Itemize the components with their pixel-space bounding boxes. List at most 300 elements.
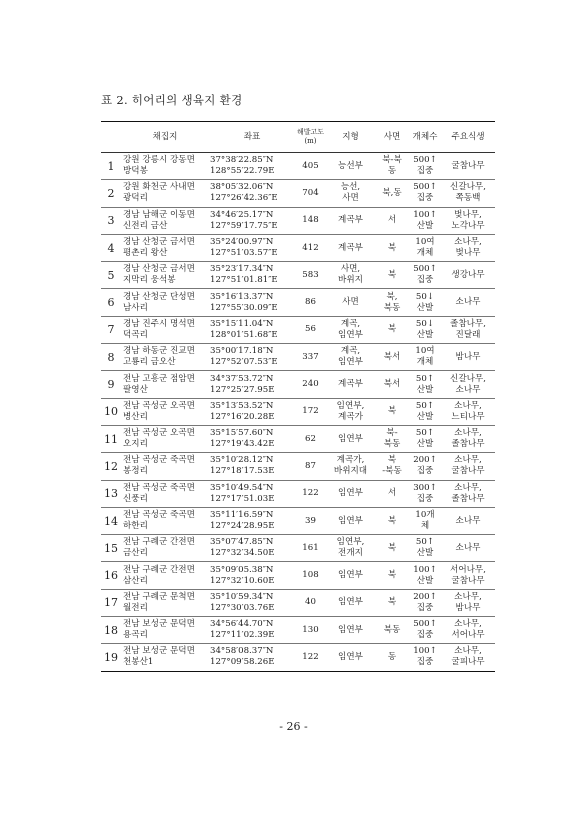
cell-aspect — [375, 344, 409, 371]
cell-site-line: 고룡리 금오산 — [123, 357, 176, 368]
cell-site — [121, 589, 209, 616]
table-row — [101, 453, 495, 480]
cell-coord — [209, 289, 295, 316]
cell-coord — [209, 589, 295, 616]
cell-aspect-line: 북 — [387, 570, 397, 581]
cell-no: 14 — [101, 507, 121, 534]
cell-coord-line: 34°56′44.70″N — [210, 619, 274, 630]
cell-veg-line: 쪽동백 — [455, 193, 481, 204]
cell-veg — [441, 589, 495, 616]
cell-aspect — [375, 316, 409, 343]
cell-coord-line: 127°09′58.26E — [210, 657, 275, 668]
cell-count — [409, 617, 441, 644]
cell-veg — [441, 562, 495, 589]
cell-terrain — [326, 617, 375, 644]
cell-terrain — [326, 371, 375, 398]
cell-terrain-line: 전개지 — [338, 548, 363, 559]
cell-terrain-line: 임연부 — [338, 624, 363, 635]
cell-veg — [441, 316, 495, 343]
cell-veg — [441, 180, 495, 207]
cell-coord — [209, 371, 295, 398]
cell-no: 10 — [101, 398, 121, 425]
cell-aspect — [375, 617, 409, 644]
table-row — [101, 562, 495, 589]
cell-alt: 87 — [295, 453, 326, 480]
cell-aspect-line: 동 — [387, 166, 397, 177]
cell-site — [121, 344, 209, 371]
cell-veg — [441, 207, 495, 234]
header-site: 채집지 — [121, 122, 209, 153]
cell-aspect — [375, 234, 409, 261]
cell-terrain — [326, 644, 375, 671]
cell-terrain-line: 사면 — [342, 297, 359, 308]
cell-coord-line: 35°24′00.97″N — [210, 237, 274, 248]
cell-count-line: 집중 — [416, 602, 434, 613]
table-row — [101, 153, 495, 180]
cell-site-line: 전남 구례군 간전면 — [123, 564, 195, 575]
cell-site-line: 전남 곡성군 오곡면 — [123, 400, 195, 411]
cell-site-line: 경남 산청군 단성면 — [123, 291, 195, 302]
cell-no: 5 — [101, 262, 121, 289]
cell-aspect — [375, 398, 409, 425]
table-row — [101, 262, 495, 289]
table-body — [101, 153, 495, 672]
header-aspect: 사면 — [375, 122, 409, 153]
cell-count — [409, 234, 441, 261]
cell-veg — [441, 535, 495, 562]
cell-veg-line: 벚나무, — [454, 209, 482, 220]
cell-coord-line: 127°32′10.60E — [210, 575, 275, 586]
cell-count-line: 집중 — [416, 657, 434, 668]
header-row — [101, 122, 495, 153]
cell-coord — [209, 153, 295, 180]
cell-coord-line: 38°05′32.06″N — [210, 182, 274, 193]
cell-count — [409, 644, 441, 671]
cell-veg — [441, 262, 495, 289]
table-row — [101, 234, 495, 261]
cell-aspect — [375, 153, 409, 180]
cell-terrain-line: 임연부 — [338, 515, 363, 526]
header-count: 개체수 — [409, 122, 441, 153]
cell-site-line: 남사리 — [123, 302, 148, 313]
cell-veg-line: 생강나무 — [451, 269, 485, 280]
cell-veg-line: 소나무, — [454, 428, 482, 439]
cell-aspect — [375, 453, 409, 480]
cell-count — [409, 316, 441, 343]
cell-count-line: 집중 — [416, 466, 434, 477]
cell-site-line: 광덕리 — [123, 193, 148, 204]
cell-veg-line: 소나무, — [454, 400, 482, 411]
cell-aspect — [375, 507, 409, 534]
cell-coord-line: 34°37′53.72″N — [210, 373, 274, 384]
cell-terrain-line: 계곡, — [340, 346, 361, 357]
cell-site — [121, 153, 209, 180]
cell-terrain-line: 계곡부 — [338, 379, 363, 390]
cell-count-line: 200↑ — [413, 455, 437, 466]
cell-alt: 39 — [295, 507, 326, 534]
cell-aspect-line: 북 — [387, 542, 397, 553]
table-row — [101, 644, 495, 671]
cell-veg-line: 소나무 — [455, 542, 481, 553]
cell-count — [409, 398, 441, 425]
cell-coord-line: 128°55′22.79E — [210, 166, 275, 177]
cell-terrain-line: 계곡가 — [338, 411, 363, 422]
cell-coord-line: 127°17′51.03E — [210, 493, 275, 504]
cell-coord — [209, 425, 295, 452]
cell-terrain — [326, 507, 375, 534]
cell-site — [121, 398, 209, 425]
cell-terrain — [326, 535, 375, 562]
cell-site-line: 경남 산청군 금서면 — [123, 237, 195, 248]
cell-count — [409, 507, 441, 534]
cell-terrain — [326, 344, 375, 371]
cell-count — [409, 262, 441, 289]
cell-coord-line: 127°19′43.42E — [210, 439, 275, 450]
cell-site-line: 월전리 — [123, 602, 148, 613]
cell-coord — [209, 617, 295, 644]
cell-site-line: 덕곡리 — [123, 329, 148, 340]
cell-site-line: 전남 구례군 간전면 — [123, 537, 195, 548]
cell-aspect-line: 북동 — [383, 624, 401, 635]
cell-aspect-line: 북 — [387, 455, 397, 466]
cell-terrain-line: 임연부 — [338, 570, 363, 581]
cell-coord-line: 35°10′28.12″N — [210, 455, 274, 466]
cell-coord — [209, 344, 295, 371]
cell-aspect — [375, 480, 409, 507]
cell-coord — [209, 480, 295, 507]
cell-terrain-line: 계곡부 — [338, 215, 363, 226]
cell-aspect-line: 북서 — [383, 351, 401, 362]
cell-veg-line: 굴참나무 — [451, 466, 485, 477]
cell-terrain-line: 능선, — [340, 182, 361, 193]
cell-site-line: 강원 강릉시 강동면 — [123, 155, 195, 166]
cell-veg-line: 신갈나무, — [450, 373, 486, 384]
cell-count — [409, 535, 441, 562]
cell-coord-line: 35°16′13.37″N — [210, 291, 274, 302]
cell-veg — [441, 398, 495, 425]
cell-alt: 583 — [295, 262, 326, 289]
cell-site-line: 천봉산1 — [123, 657, 154, 668]
cell-no: 2 — [101, 180, 121, 207]
cell-alt: 240 — [295, 371, 326, 398]
header-veg: 주요식생 — [441, 122, 495, 153]
cell-veg — [441, 289, 495, 316]
table-row — [101, 589, 495, 616]
cell-site — [121, 180, 209, 207]
cell-no: 18 — [101, 617, 121, 644]
cell-count-line: 집중 — [416, 630, 434, 641]
cell-terrain — [326, 234, 375, 261]
cell-site-line: 신풍리 — [123, 493, 148, 504]
cell-count-line: 100↑ — [413, 564, 437, 575]
cell-coord — [209, 535, 295, 562]
cell-terrain-line: 사면, — [340, 264, 361, 275]
cell-count-line: 10개 — [415, 510, 435, 520]
cell-site-line: 봉정리 — [123, 466, 148, 477]
cell-alt: 704 — [295, 180, 326, 207]
cell-alt: 337 — [295, 344, 326, 371]
cell-no: 12 — [101, 453, 121, 480]
cell-count — [409, 562, 441, 589]
cell-coord — [209, 398, 295, 425]
cell-count-line: 50↑ — [415, 428, 435, 439]
header-alt-unit: (m) — [304, 137, 317, 145]
cell-coord-line: 127°18′17.53E — [210, 466, 275, 477]
cell-count-line: 산발 — [416, 575, 434, 586]
cell-veg-line: 소나무, — [454, 455, 482, 466]
cell-site-line: 신전리 금산 — [123, 220, 168, 231]
cell-terrain-line: 임연부 — [338, 433, 363, 444]
cell-terrain-line: 임연부 — [338, 488, 363, 499]
cell-count-line: 개체 — [416, 248, 434, 259]
cell-site-line: 지막리 웅석봉 — [123, 275, 176, 286]
cell-veg — [441, 153, 495, 180]
cell-site-line: 병산리 — [123, 411, 148, 422]
table-row — [101, 289, 495, 316]
cell-aspect — [375, 289, 409, 316]
cell-site — [121, 453, 209, 480]
table-row — [101, 207, 495, 234]
cell-site-line: 평촌리 왕산 — [123, 248, 168, 259]
cell-alt: 148 — [295, 207, 326, 234]
cell-no: 16 — [101, 562, 121, 589]
cell-count-line: 산발 — [416, 302, 434, 313]
cell-count — [409, 425, 441, 452]
cell-coord — [209, 207, 295, 234]
cell-site-line: 삼산리 — [123, 575, 148, 586]
cell-aspect-line: 북-북 — [382, 155, 402, 166]
cell-site-line: 경남 진주시 명석면 — [123, 318, 195, 329]
cell-site — [121, 289, 209, 316]
cell-coord-line: 127°55′30.09″E — [210, 302, 278, 313]
cell-veg — [441, 234, 495, 261]
cell-veg-line: 서어나무, — [450, 564, 486, 575]
cell-site-line: 오지리 — [123, 439, 148, 450]
cell-aspect — [375, 207, 409, 234]
cell-alt: 412 — [295, 234, 326, 261]
cell-terrain-line: 계곡부 — [338, 242, 363, 253]
cell-coord — [209, 507, 295, 534]
cell-site-line: 전남 구례군 문척면 — [123, 591, 195, 602]
cell-no: 9 — [101, 371, 121, 398]
table-row — [101, 535, 495, 562]
cell-site-line: 팔영산 — [123, 384, 148, 395]
cell-aspect — [375, 644, 409, 671]
cell-terrain-line: 임연부 — [338, 357, 363, 368]
cell-terrain — [326, 207, 375, 234]
cell-coord — [209, 262, 295, 289]
cell-coord-line: 127°32′34.50E — [210, 548, 275, 559]
cell-site-line: 금산리 — [123, 548, 148, 559]
cell-veg — [441, 425, 495, 452]
cell-count-line: 100↑ — [413, 646, 437, 657]
cell-count — [409, 289, 441, 316]
cell-coord-line: 127°52′07.53″E — [210, 357, 278, 368]
cell-coord-line: 35°00′17.18″N — [210, 346, 274, 357]
cell-terrain-line: 임연부, — [336, 537, 365, 548]
cell-veg-line: 소나무 — [455, 297, 481, 308]
cell-count-line: 산발 — [416, 439, 434, 450]
table-row — [101, 371, 495, 398]
cell-count-line: 집중 — [416, 275, 434, 286]
cell-site-line: 방덕봉 — [123, 166, 148, 177]
cell-coord-line: 35°23′17.34″N — [210, 264, 274, 275]
cell-count-line: 산발 — [416, 548, 434, 559]
cell-terrain-line: 계곡, — [340, 318, 361, 329]
cell-veg — [441, 344, 495, 371]
cell-terrain — [326, 480, 375, 507]
cell-alt: 130 — [295, 617, 326, 644]
cell-coord-line: 34°46′25.17″N — [210, 209, 274, 220]
cell-veg-line: 소나무, — [454, 237, 482, 248]
cell-no: 7 — [101, 316, 121, 343]
cell-aspect-line: 북 — [387, 597, 397, 608]
cell-coord-line: 35°10′49.54″N — [210, 482, 274, 493]
cell-terrain — [326, 425, 375, 452]
cell-veg-line: 노각나무 — [451, 220, 485, 231]
cell-veg-line: 굴참나무 — [451, 160, 485, 171]
cell-site — [121, 617, 209, 644]
table-title: 표 2. 히어리의 생육지 환경 — [101, 93, 243, 107]
cell-terrain-line: 계곡가, — [336, 455, 365, 466]
header-alt-label: 해발고도 — [296, 128, 325, 136]
table-row — [101, 316, 495, 343]
cell-veg — [441, 480, 495, 507]
cell-coord-line: 37°38′22.85″N — [210, 155, 274, 166]
cell-alt: 86 — [295, 289, 326, 316]
cell-veg-line: 진달래 — [455, 329, 481, 340]
cell-coord — [209, 562, 295, 589]
cell-alt: 108 — [295, 562, 326, 589]
cell-site — [121, 316, 209, 343]
header-terrain: 지형 — [326, 122, 375, 153]
cell-veg-line: 밤나무 — [455, 602, 481, 613]
cell-veg-line: 굴참나무 — [451, 575, 485, 586]
cell-no: 6 — [101, 289, 121, 316]
cell-coord — [209, 316, 295, 343]
cell-alt: 56 — [295, 316, 326, 343]
cell-veg-line: 소나무 — [455, 384, 481, 395]
cell-alt: 122 — [295, 480, 326, 507]
cell-coord-line: 127°51′01.81″E — [210, 275, 278, 286]
cell-veg — [441, 644, 495, 671]
cell-site — [121, 262, 209, 289]
cell-count — [409, 344, 441, 371]
cell-coord-line: 35°15′11.04″N — [210, 318, 274, 329]
cell-no: 19 — [101, 644, 121, 671]
cell-site-line: 경남 산청군 금서면 — [123, 264, 195, 275]
table-row — [101, 507, 495, 534]
cell-count-line: 50↑ — [415, 537, 435, 548]
cell-veg-line: 소나무, — [454, 482, 482, 493]
cell-aspect-line: -북동 — [382, 466, 402, 477]
cell-coord — [209, 234, 295, 261]
cell-count-line: 체 — [420, 521, 430, 531]
cell-coord-line: 128°01′51.68″E — [210, 329, 278, 340]
cell-count-line: 50↓ — [415, 291, 435, 302]
cell-count-line: 산발 — [416, 329, 434, 340]
cell-veg-line: 벚나무 — [455, 248, 481, 259]
cell-aspect-line: 북동 — [383, 302, 401, 313]
cell-count — [409, 453, 441, 480]
cell-site — [121, 562, 209, 589]
cell-terrain — [326, 453, 375, 480]
cell-aspect-line: 북 — [387, 515, 397, 526]
cell-coord-line: 35°10′59.34″N — [210, 591, 274, 602]
cell-site-line: 강원 화천군 사내면 — [123, 182, 195, 193]
cell-alt: 40 — [295, 589, 326, 616]
cell-site — [121, 425, 209, 452]
cell-no: 1 — [101, 153, 121, 180]
table-row — [101, 617, 495, 644]
cell-count-line: 200↑ — [413, 591, 437, 602]
cell-aspect — [375, 180, 409, 207]
habitat-table — [101, 121, 495, 672]
cell-site-line: 경남 하동군 진교면 — [123, 346, 195, 357]
cell-veg-line: 소나무, — [454, 646, 482, 657]
cell-coord-line: 35°07′47.85″N — [210, 537, 274, 548]
cell-aspect-line: 북 — [387, 269, 397, 280]
cell-terrain-line: 임연부, — [336, 400, 365, 411]
cell-site-line: 전남 고흥군 점암면 — [123, 373, 195, 384]
cell-count-line: 산발 — [416, 411, 434, 422]
cell-site — [121, 535, 209, 562]
cell-coord — [209, 453, 295, 480]
cell-count-line: 10여 — [415, 237, 435, 248]
cell-count-line: 500↑ — [413, 264, 437, 275]
cell-terrain-line: 사면 — [342, 193, 359, 204]
cell-count-line: 500↑ — [413, 619, 437, 630]
cell-terrain — [326, 398, 375, 425]
cell-coord-line: 127°30′03.76E — [210, 602, 275, 613]
cell-veg-line: 신갈나무, — [450, 182, 486, 193]
cell-aspect-line: 북,동 — [382, 187, 402, 198]
cell-coord-line: 34°58′08.37″N — [210, 646, 274, 657]
cell-no: 17 — [101, 589, 121, 616]
cell-veg-line: 졸참나무 — [451, 493, 485, 504]
header-no — [101, 122, 121, 153]
cell-terrain-line: 능선부 — [338, 160, 363, 171]
cell-site-line: 전남 보성군 문덕면 — [123, 646, 195, 657]
cell-count — [409, 180, 441, 207]
cell-no: 11 — [101, 425, 121, 452]
cell-count — [409, 589, 441, 616]
cell-no: 4 — [101, 234, 121, 261]
cell-veg-line: 소나무, — [454, 591, 482, 602]
cell-site-line: 경남 남해군 이동면 — [123, 209, 195, 220]
page-number: - 26 - — [279, 720, 308, 733]
cell-site-line: 하한리 — [123, 521, 148, 531]
cell-count-line: 집중 — [416, 493, 434, 504]
cell-coord — [209, 180, 295, 207]
cell-aspect — [375, 535, 409, 562]
table-row — [101, 425, 495, 452]
cell-count — [409, 480, 441, 507]
cell-count — [409, 153, 441, 180]
cell-aspect-line: 북, — [386, 291, 398, 302]
cell-site — [121, 480, 209, 507]
cell-site-line: 전남 곡성군 죽곡면 — [123, 482, 195, 493]
cell-coord-line: 35°15′57.60″N — [210, 428, 274, 439]
cell-terrain-line: 임연부 — [338, 651, 363, 662]
cell-terrain — [326, 316, 375, 343]
cell-aspect — [375, 425, 409, 452]
cell-veg — [441, 617, 495, 644]
cell-veg — [441, 371, 495, 398]
cell-aspect-line: 북 — [387, 324, 397, 335]
cell-count — [409, 207, 441, 234]
cell-terrain-line: 임연부 — [338, 597, 363, 608]
